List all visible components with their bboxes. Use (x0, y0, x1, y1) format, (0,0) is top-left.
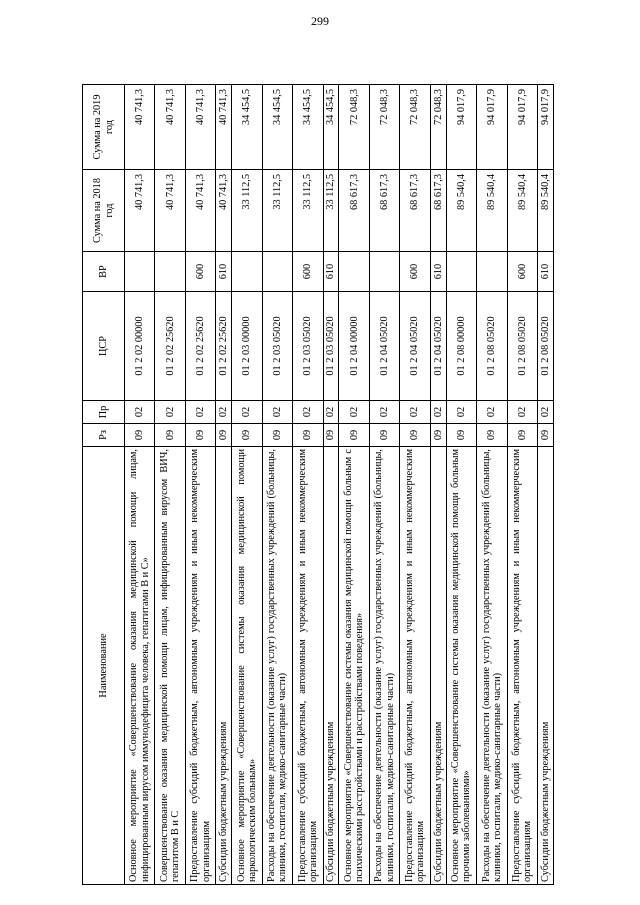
cell-name: Основное мероприятие «Совершенствование системы оказания медицинской помощи больным с психическими расстройствами и расстройствами поведения» (339, 447, 369, 885)
cell-sum-2018: 89 540,4 (446, 170, 476, 252)
cell-sum-2019: 72 048,3 (339, 85, 369, 170)
cell-pr: 02 (232, 401, 262, 424)
header-rz: Рз (83, 424, 125, 447)
table-row (538, 85, 554, 885)
table-row (507, 85, 537, 885)
cell-name: Субсидии бюджетным учреждениям (216, 447, 232, 885)
cell-sum-2019: 72 048,3 (400, 85, 430, 170)
cell-sum-2018: 33 112,5 (232, 170, 262, 252)
cell-pr: 02 (155, 401, 185, 424)
header-vr: ВР (83, 252, 125, 292)
cell-sum-2018: 40 741,3 (125, 170, 155, 252)
cell-sum-2019: 94 017,9 (477, 85, 507, 170)
cell-sum-2018: 89 540,4 (507, 170, 537, 252)
cell-name: Предоставление субсидий бюджетным, автономным учреждениям и иным некоммерческим организациям (507, 447, 537, 885)
cell-pr: 02 (185, 401, 215, 424)
header-csr: ЦСР (83, 292, 125, 401)
cell-vr (125, 252, 155, 292)
cell-rz: 09 (538, 424, 554, 447)
cell-rz: 09 (155, 424, 185, 447)
cell-csr: 01 2 08 05020 (507, 292, 537, 401)
table-row (400, 85, 430, 885)
cell-csr: 01 2 02 00000 (125, 292, 155, 401)
cell-name: Субсидии бюджетным учреждениям (430, 447, 446, 885)
cell-sum-2018: 68 617,3 (339, 170, 369, 252)
cell-rz: 09 (323, 424, 339, 447)
cell-sum-2018: 40 741,3 (216, 170, 232, 252)
cell-sum-2019: 72 048,3 (430, 85, 446, 170)
cell-rz: 09 (430, 424, 446, 447)
cell-csr: 01 2 08 05020 (538, 292, 554, 401)
table-row (155, 85, 185, 885)
cell-sum-2019: 34 454,5 (323, 85, 339, 170)
header-sum-2018: Сумма на 2018 год (83, 170, 125, 252)
cell-sum-2019: 94 017,9 (538, 85, 554, 170)
cell-name: Совершенствование оказания медицинской помощи лицам, инфицированным вирусом ВИЧ, гепатитом В и С (155, 447, 185, 885)
cell-vr: 610 (323, 252, 339, 292)
table-row (323, 85, 339, 885)
header-name: Наименование (83, 447, 125, 885)
cell-name: Предоставление субсидий бюджетным, автономным учреждениям и иным некоммерческим организациям (400, 447, 430, 885)
cell-vr: 600 (185, 252, 215, 292)
cell-name: Субсидии бюджетным учреждениям (323, 447, 339, 885)
cell-sum-2018: 89 540,4 (538, 170, 554, 252)
cell-rz: 09 (125, 424, 155, 447)
cell-rz: 09 (507, 424, 537, 447)
cell-sum-2018: 33 112,5 (293, 170, 323, 252)
cell-pr: 02 (507, 401, 537, 424)
cell-csr: 01 2 04 05020 (400, 292, 430, 401)
cell-name: Предоставление субсидий бюджетным, автономным учреждениям и иным некоммерческим организациям (185, 447, 215, 885)
cell-vr (155, 252, 185, 292)
table-row (262, 85, 292, 885)
cell-pr: 02 (430, 401, 446, 424)
cell-vr: 600 (400, 252, 430, 292)
cell-csr: 01 2 03 05020 (262, 292, 292, 401)
cell-name: Основное мероприятие «Совершенствование оказания медицинской помощи лицам, инфицированным вирусом иммунодефицита человека, гепатитами В и С» (125, 447, 155, 885)
cell-sum-2018: 68 617,3 (430, 170, 446, 252)
cell-sum-2019: 72 048,3 (369, 85, 399, 170)
cell-csr: 01 2 03 05020 (323, 292, 339, 401)
cell-vr (477, 252, 507, 292)
table-row (232, 85, 262, 885)
cell-rz: 09 (446, 424, 476, 447)
cell-pr: 02 (538, 401, 554, 424)
cell-rz: 09 (232, 424, 262, 447)
cell-pr: 02 (339, 401, 369, 424)
cell-pr: 02 (477, 401, 507, 424)
cell-csr: 01 2 04 00000 (339, 292, 369, 401)
cell-sum-2018: 68 617,3 (400, 170, 430, 252)
rotated-table-container (82, 85, 554, 885)
table-row (369, 85, 399, 885)
cell-rz: 09 (293, 424, 323, 447)
table-body (125, 85, 554, 885)
cell-csr: 01 2 04 05020 (369, 292, 399, 401)
cell-sum-2019: 34 454,5 (262, 85, 292, 170)
cell-sum-2018: 68 617,3 (369, 170, 399, 252)
cell-pr: 02 (125, 401, 155, 424)
cell-vr (262, 252, 292, 292)
cell-rz: 09 (216, 424, 232, 447)
header-sum-2019: Сумма на 2019 год (83, 85, 125, 170)
cell-csr: 01 2 02 25620 (185, 292, 215, 401)
cell-pr: 02 (446, 401, 476, 424)
table-row (125, 85, 155, 885)
table-row (430, 85, 446, 885)
cell-name: Расходы на обеспечение деятельности (оказание услуг) государственных учреждений (больницы, клиники, госпитали, медико-санитарные части) (262, 447, 292, 885)
cell-sum-2019: 40 741,3 (155, 85, 185, 170)
cell-pr: 02 (400, 401, 430, 424)
cell-csr: 01 2 08 00000 (446, 292, 476, 401)
cell-rz: 09 (400, 424, 430, 447)
cell-name: Основное мероприятие «Совершенствование системы оказания медицинской помощи больным прочими заболеваниями» (446, 447, 476, 885)
cell-sum-2019: 40 741,3 (185, 85, 215, 170)
cell-pr: 02 (323, 401, 339, 424)
table-row (339, 85, 369, 885)
cell-pr: 02 (293, 401, 323, 424)
cell-csr: 01 2 08 05020 (477, 292, 507, 401)
cell-rz: 09 (477, 424, 507, 447)
cell-name: Предоставление субсидий бюджетным, автономным учреждениям и иным некоммерческим организациям (293, 447, 323, 885)
cell-csr: 01 2 02 25620 (216, 292, 232, 401)
cell-vr: 600 (293, 252, 323, 292)
cell-sum-2018: 40 741,3 (185, 170, 215, 252)
cell-sum-2018: 33 112,5 (262, 170, 292, 252)
cell-csr: 01 2 02 25620 (155, 292, 185, 401)
cell-rz: 09 (185, 424, 215, 447)
cell-name: Основное мероприятие «Совершенствование системы оказания медицинской помощи наркологическим больным» (232, 447, 262, 885)
cell-sum-2019: 34 454,5 (232, 85, 262, 170)
cell-vr: 600 (507, 252, 537, 292)
cell-sum-2018: 40 741,3 (155, 170, 185, 252)
cell-vr (232, 252, 262, 292)
cell-name: Расходы на обеспечение деятельности (оказание услуг) государственных учреждений (больницы, клиники, госпитали, медико-санитарные части) (369, 447, 399, 885)
cell-vr (446, 252, 476, 292)
table-row (446, 85, 476, 885)
cell-sum-2019: 40 741,3 (125, 85, 155, 170)
cell-sum-2019: 34 454,5 (293, 85, 323, 170)
budget-table (82, 84, 554, 885)
cell-name: Расходы на обеспечение деятельности (оказание услуг) государственных учреждений (больницы, клиники, госпитали, медико-санитарные части) (477, 447, 507, 885)
cell-csr: 01 2 04 05020 (430, 292, 446, 401)
cell-rz: 09 (262, 424, 292, 447)
cell-csr: 01 2 03 00000 (232, 292, 262, 401)
cell-pr: 02 (262, 401, 292, 424)
cell-pr: 02 (216, 401, 232, 424)
table-row (185, 85, 215, 885)
table-row (477, 85, 507, 885)
page-number: 299 (311, 14, 329, 28)
cell-rz: 09 (339, 424, 369, 447)
cell-vr: 610 (538, 252, 554, 292)
header-row (83, 85, 125, 885)
cell-vr (369, 252, 399, 292)
cell-sum-2019: 94 017,9 (446, 85, 476, 170)
cell-sum-2018: 33 112,5 (323, 170, 339, 252)
cell-name: Субсидии бюджетным учреждениям (538, 447, 554, 885)
cell-sum-2019: 94 017,9 (507, 85, 537, 170)
cell-sum-2019: 40 741,3 (216, 85, 232, 170)
header-pr: Пр (83, 401, 125, 424)
cell-pr: 02 (369, 401, 399, 424)
table-row (216, 85, 232, 885)
table-row (293, 85, 323, 885)
cell-vr (339, 252, 369, 292)
cell-sum-2018: 89 540,4 (477, 170, 507, 252)
cell-vr: 610 (216, 252, 232, 292)
cell-vr: 610 (430, 252, 446, 292)
cell-rz: 09 (369, 424, 399, 447)
cell-csr: 01 2 03 05020 (293, 292, 323, 401)
